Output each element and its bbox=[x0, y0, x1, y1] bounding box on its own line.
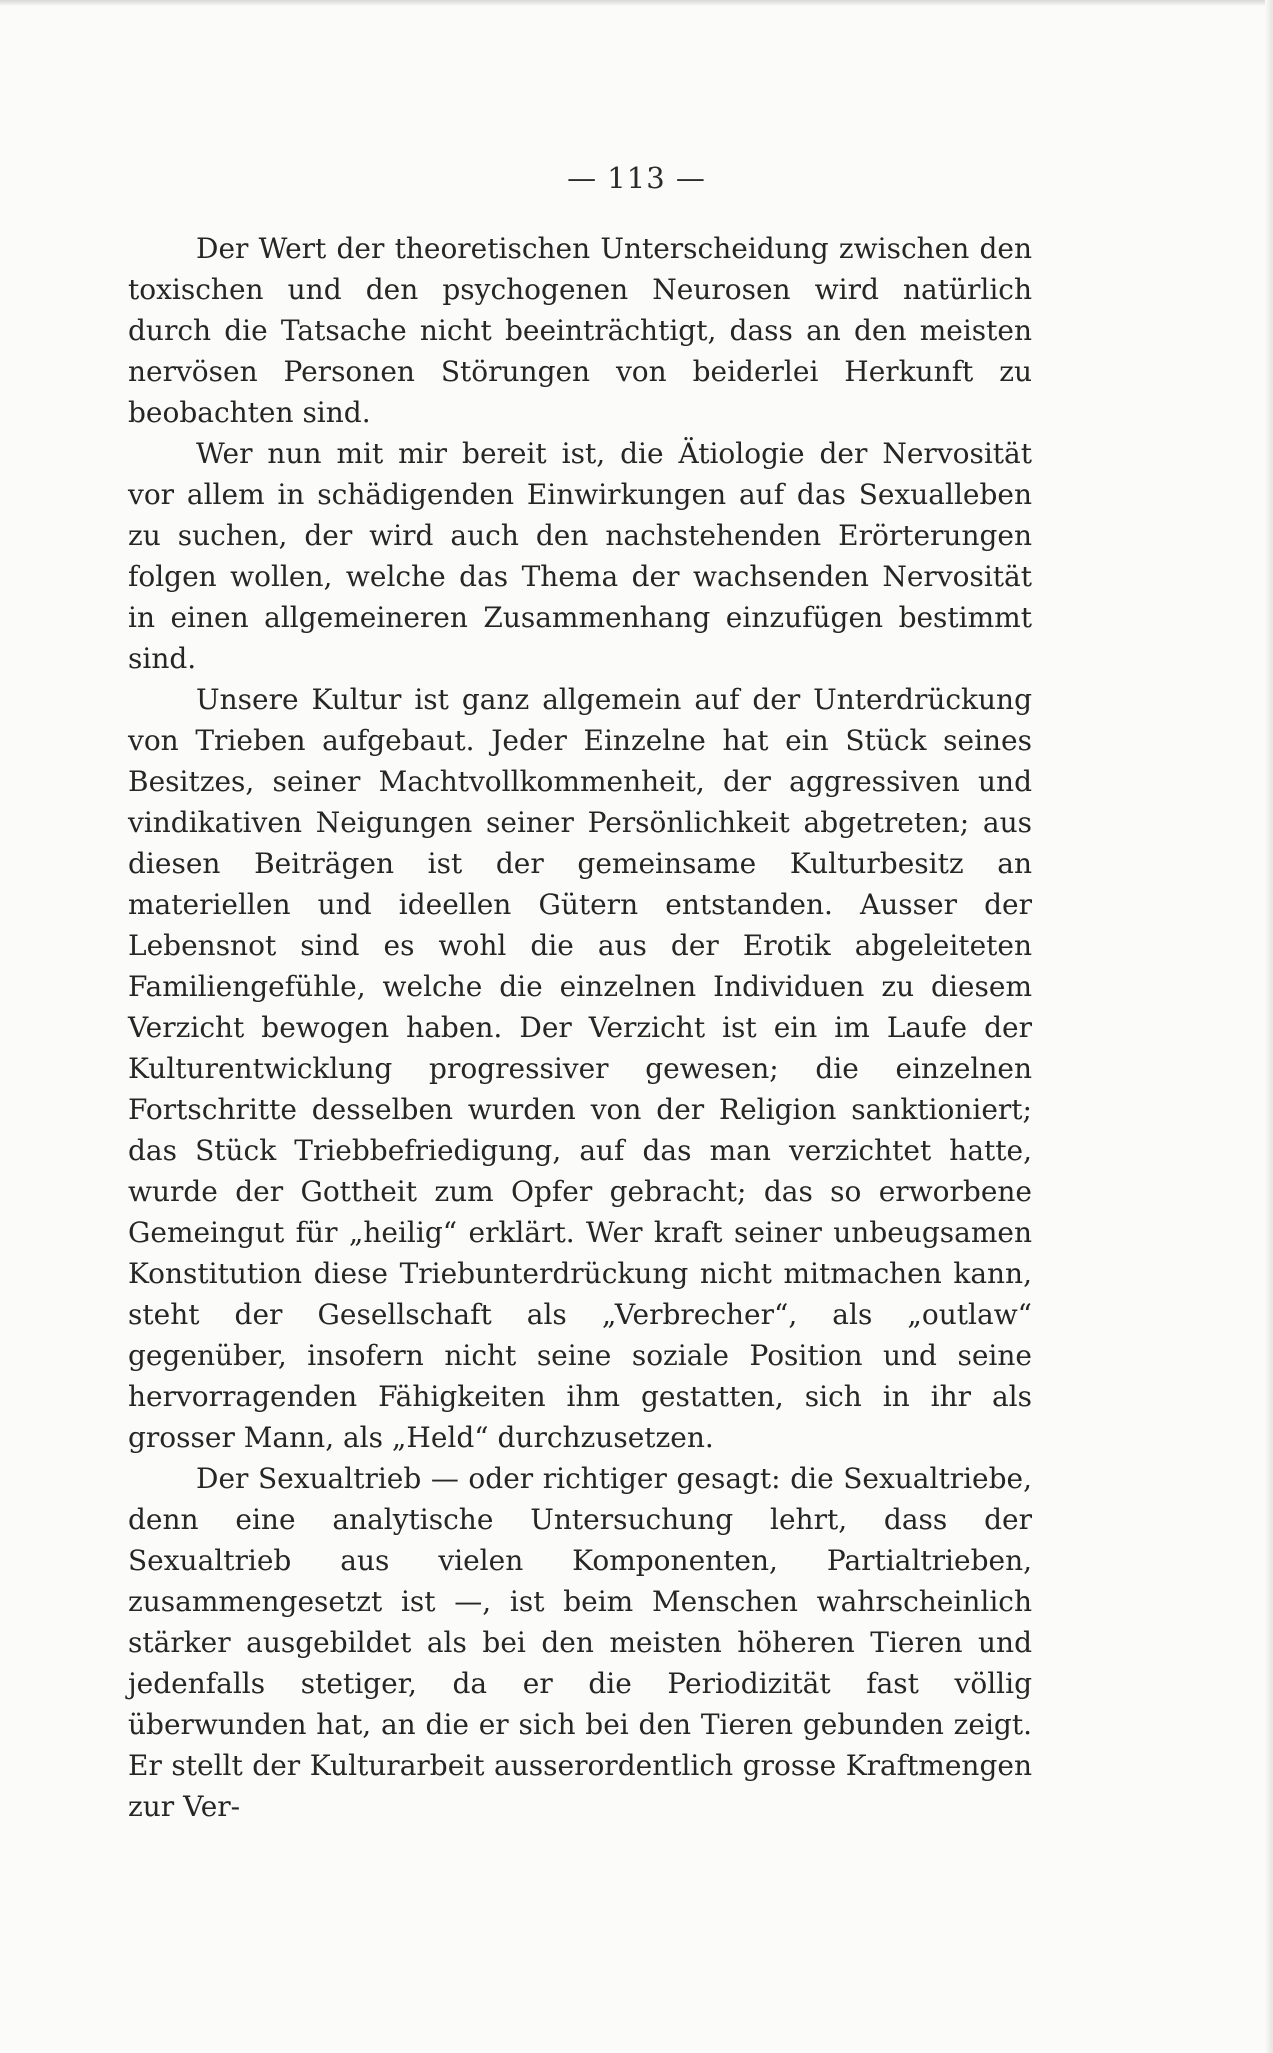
paragraph-4: Der Sexualtrieb — oder richtiger gesagt: die Sexualtriebe, denn eine analytische Untersuchung lehrt, dass der Sexualtrieb aus vielen Komponenten, Partialtrieben, zusammengesetzt ist —, ist beim Menschen wahrscheinlich stärker ausgebildet als bei den meisten höheren Tieren und jedenfalls stetiger, da er die Periodizität fast völlig überwunden hat, an die er sich bei den Tieren gebunden zeigt. Er stellt der Kulturarbeit ausserordentlich grosse Kraftmengen zur Ver- bbox=[128, 1462, 1032, 1823]
page-right-edge bbox=[1265, 0, 1273, 2053]
body-text bbox=[128, 228, 1032, 1827]
page-number: — 113 — bbox=[567, 161, 706, 195]
paragraph-2: Wer nun mit mir bereit ist, die Ätiologie der Nervosität vor allem in schädigenden Einwirkungen auf das Sexualleben zu suchen, der wird auch den nachstehenden Erörterungen folgen wollen, welche das Thema der wachsenden Nervosität in einen allgemeineren Zusammenhang einzufügen bestimmt sind. bbox=[128, 437, 1032, 675]
paragraph-3: Unsere Kultur ist ganz allgemein auf der Unterdrückung von Trieben aufgebaut. Jeder Einzelne hat ein Stück seines Besitzes, seiner Machtvollkommenheit, der aggressiven und vindikativen Neigungen seiner Persönlichkeit abgetreten; aus diesen Beiträgen ist der gemeinsame Kulturbesitz an materiellen und ideellen Gütern entstanden. Ausser der Lebensnot sind es wohl die aus der Erotik abgeleiteten Familiengefühle, welche die einzelnen Individuen zu diesem Verzicht bewogen haben. Der Verzicht ist ein im Laufe der Kulturentwicklung progressiver gewesen; die einzelnen Fortschritte desselben wurden von der Religion sanktioniert; das Stück Triebbefriedigung, auf das man verzichtet hatte, wurde der Gottheit zum Opfer gebracht; das so erworbene Gemeingut für „heilig“ erklärt. Wer kraft seiner unbeugsamen Konstitution diese Triebunterdrückung nicht mitmachen kann, steht der Gesellschaft als „Verbrecher“, als „outlaw“ gegenüber, insofern nicht seine soziale Position und seine hervorragenden Fähigkeiten ihm gestatten, sich in ihr als grosser Mann, als „Held“ durchzusetzen. bbox=[128, 683, 1032, 1454]
paragraph-1: Der Wert der theoretischen Unterscheidung zwischen den toxischen und den psychogenen Neurosen wird natürlich durch die Tatsache nicht beeinträchtigt, dass an den meisten nervösen Personen Störungen von beiderlei Herkunft zu beobachten sind. bbox=[128, 232, 1032, 429]
page-top-edge bbox=[0, 0, 1273, 6]
